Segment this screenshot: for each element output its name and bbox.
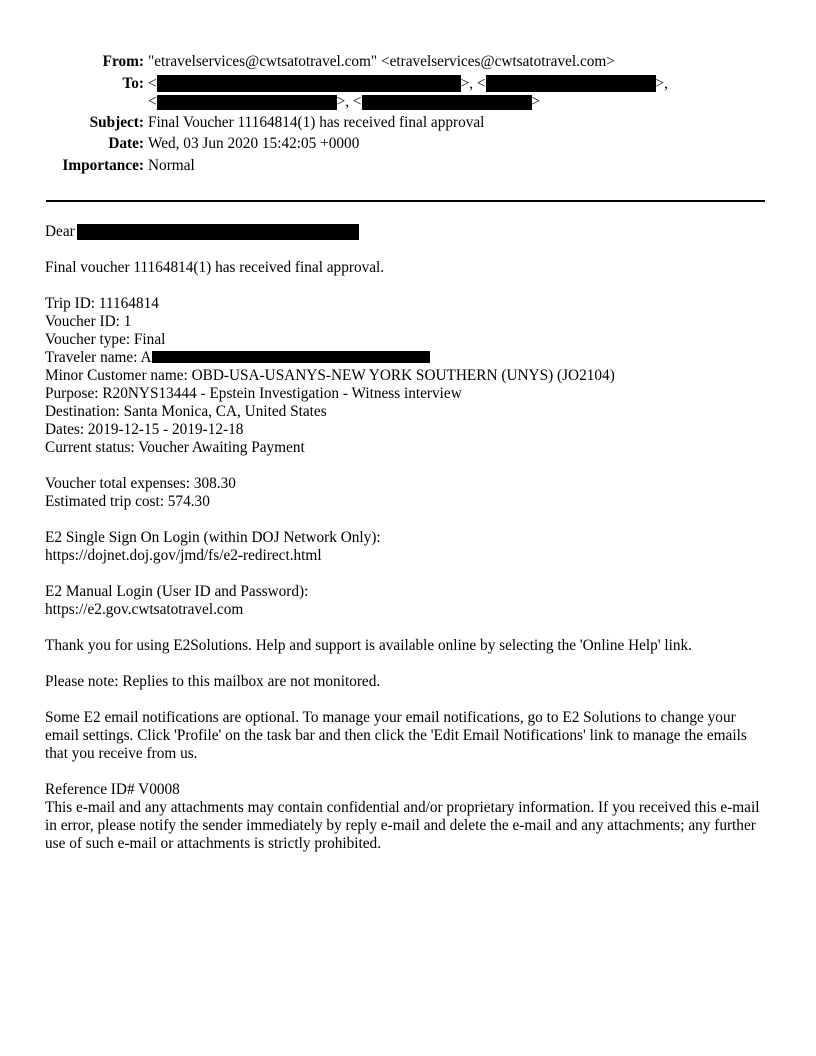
intro-paragraph: Final voucher 11164814(1) has received final approval. [45,259,385,276]
thanks-paragraph: Thank you for using E2Solutions. Help and support is available online by selecting the 'Online Help' link. [45,637,693,654]
date-row [0,135,816,157]
notifications-paragraph: Some E2 email notifications are optional. To manage your email notifications, go to E2 Solutions to change your email settings. Click 'Profile' on the task bar and then click the 'Edit Email Notifications' link to manage the emails that you receive from us. [45,709,747,762]
email-header [0,53,816,178]
subject-label: Subject: [89,113,144,131]
voucher-id: Voucher ID: 1 [45,313,132,330]
to-line-2 [148,93,540,111]
subject-row [0,114,816,136]
subject-value: Final Voucher 11164814(1) has received final approval [148,113,485,131]
from-value: "etravelservices@cwtsatotravel.com" <etravelservices@cwtsatotravel.com> [148,53,615,70]
voucher-total-expenses: Voucher total expenses: 308.30 [45,475,236,492]
to-open-bracket: < [148,92,157,110]
redaction-block [77,224,359,240]
voucher-type: Voucher type: Final [45,331,166,348]
sso-login-link[interactable]: https://dojnet.doj.gov/jmd/fs/e2-redirect.html [45,547,322,564]
greeting-line [45,223,773,241]
redaction-block [362,95,532,110]
to-row [0,75,816,111]
importance-value: Normal [148,156,195,174]
date-value: Wed, 03 Jun 2020 15:42:05 +0000 [148,135,360,152]
manual-login-link[interactable]: https://e2.gov.cwtsatotravel.com [45,601,244,618]
sso-login [45,529,773,565]
redaction-block [152,351,430,363]
manual-login-title: E2 Manual Login (User ID and Password): [45,583,309,600]
traveler-name-line [45,349,773,367]
greeting: Dear [45,223,75,240]
estimated-trip-cost: Estimated trip cost: 574.30 [45,493,210,510]
from-label: From: [102,53,144,70]
redaction-block [486,75,656,92]
trip-details [45,295,773,457]
to-separator: >, < [460,74,486,92]
redaction-block [157,95,337,110]
to-open-bracket: < [148,74,157,92]
footer [45,781,773,853]
to-separator-end: >, [655,74,668,92]
manual-login [45,583,773,619]
importance-label: Importance: [62,156,144,174]
to-line-1 [148,75,668,93]
reference-id: Reference ID# V0008 [45,781,180,798]
to-label: To: [122,74,144,92]
from-row [0,53,816,75]
traveler-name: Traveler name: A [45,349,152,366]
to-separator: >, < [336,92,362,110]
current-status: Current status: Voucher Awaiting Payment [45,439,305,456]
date-label: Date: [108,135,144,152]
destination: Destination: Santa Monica, CA, United States [45,403,327,420]
sso-login-title: E2 Single Sign On Login (within DOJ Network Only): [45,529,381,546]
email-body [45,223,773,871]
dates: Dates: 2019-12-15 - 2019-12-18 [45,421,244,438]
minor-customer: Minor Customer name: OBD-USA-USANYS-NEW YORK SOUTHERN (UNYS) (JO2104) [45,367,615,384]
header-divider [46,200,765,202]
importance-row [0,157,816,179]
totals [45,475,773,511]
disclaimer: This e-mail and any attachments may contain confidential and/or proprietary information. If you received this e-mail in error, please notify the sender immediately by reply e-mail and delete the e-mail and any attachments; any further use of such e-mail or attachments is strictly prohibited. [45,799,760,852]
to-close-bracket: > [531,92,541,110]
purpose: Purpose: R20NYS13444 - Epstein Investigation - Witness interview [45,385,462,402]
redaction-block [157,75,461,92]
trip-id: Trip ID: 11164814 [45,295,159,312]
note-paragraph: Please note: Replies to this mailbox are not monitored. [45,673,381,690]
